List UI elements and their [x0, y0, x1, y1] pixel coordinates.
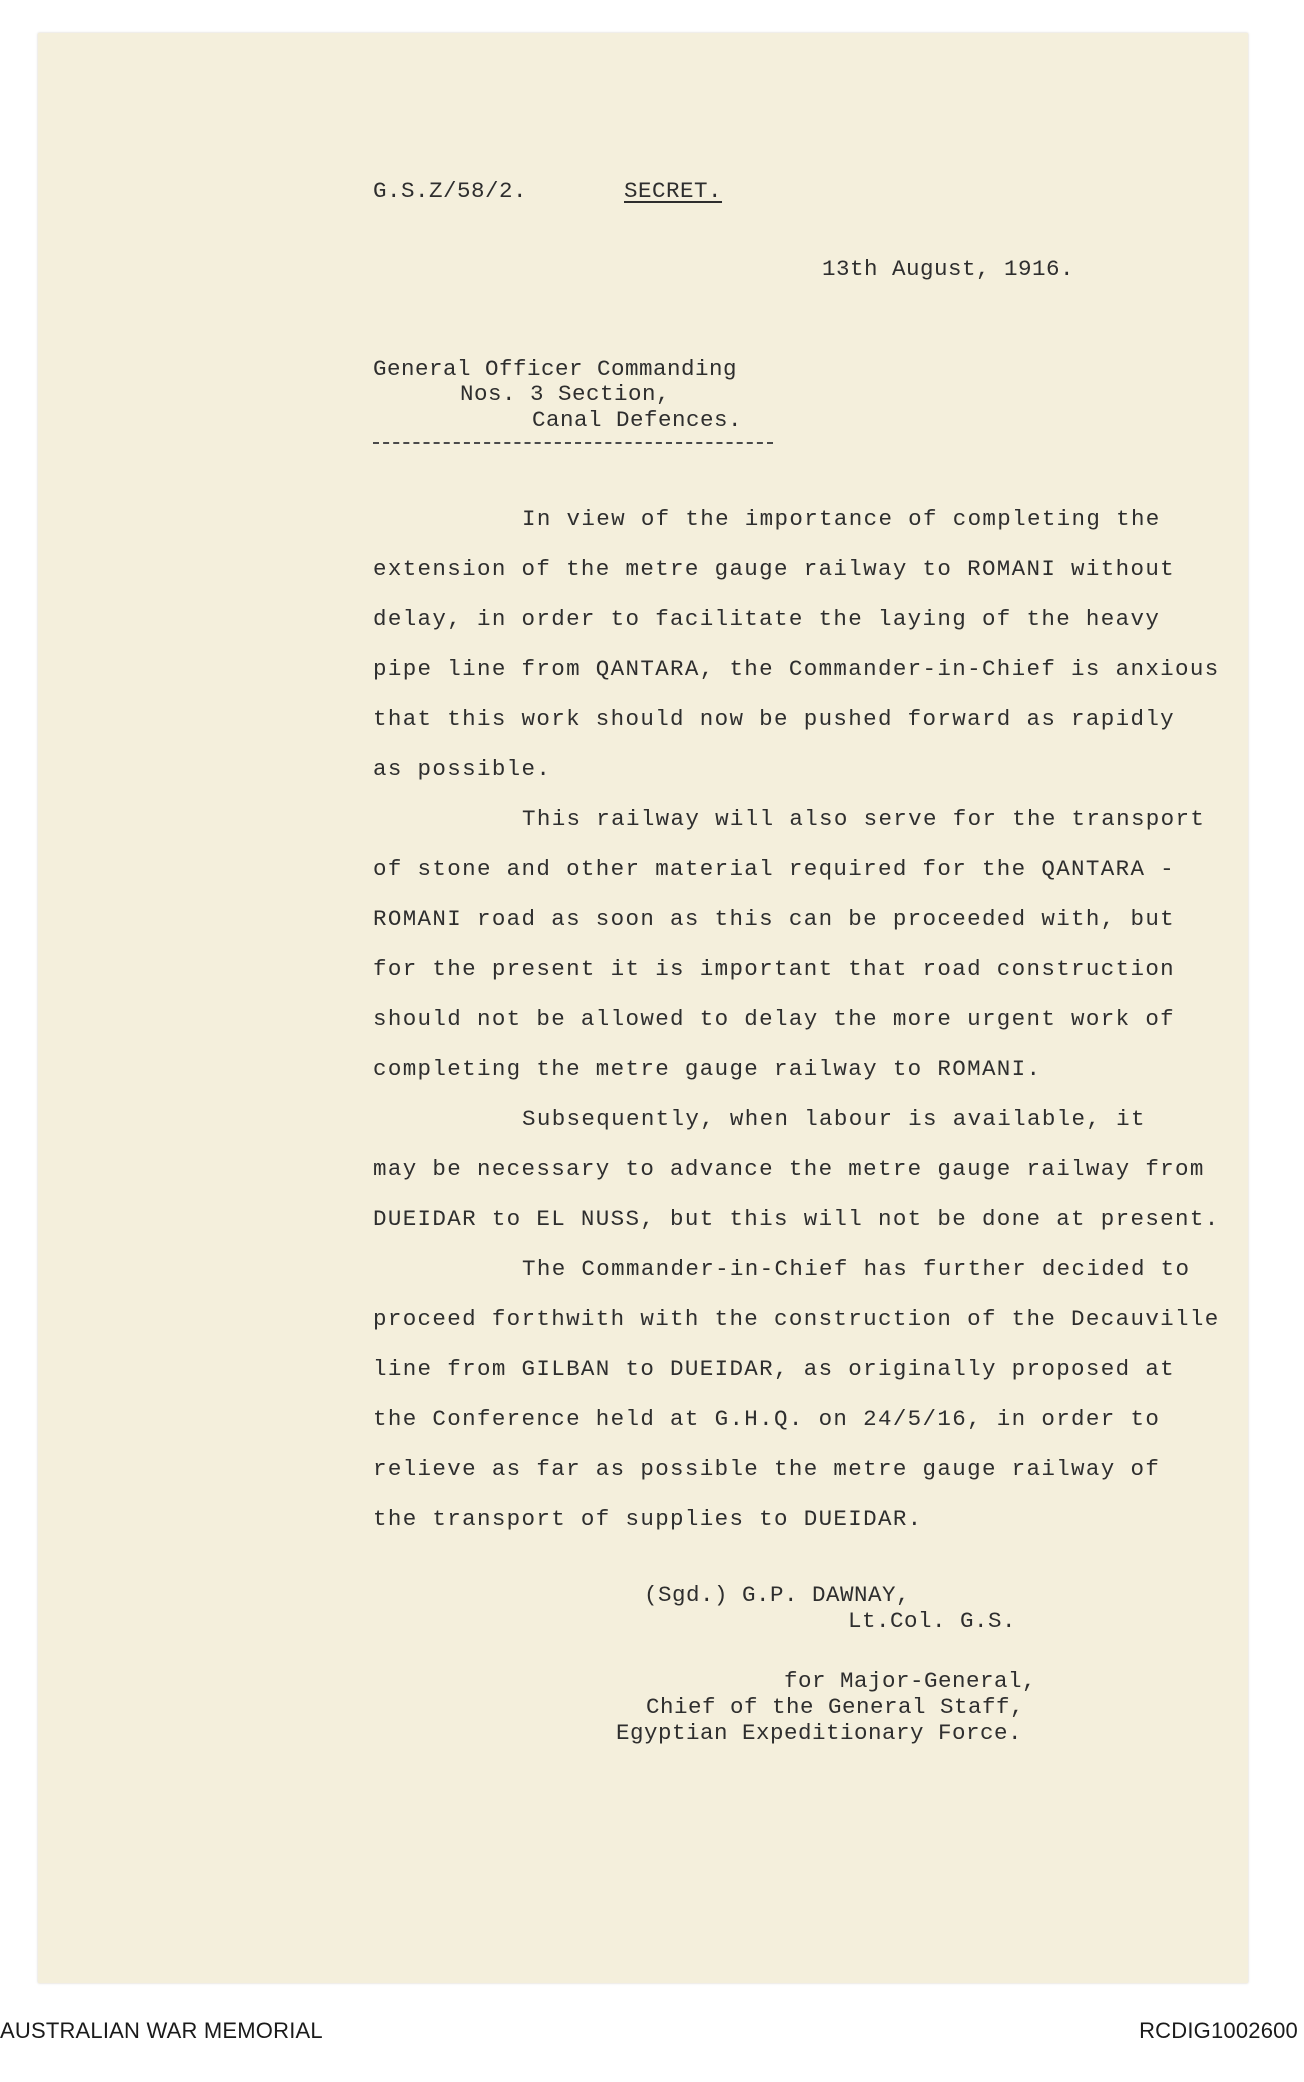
- body-line: that this work should now be pushed forward as rapidly: [373, 706, 1176, 732]
- body-line: extension of the metre gauge railway to ROMANI without: [373, 556, 1176, 582]
- footer-institution: AUSTRALIAN WAR MEMORIAL: [0, 2018, 323, 2043]
- letter-date: 13th August, 1916.: [822, 256, 1075, 282]
- signature-signed: (Sgd.) G.P. DAWNAY,: [644, 1582, 911, 1608]
- body-line: the Conference held at G.H.Q. on 24/5/16, in order to: [373, 1406, 1161, 1432]
- addressee-line: Canal Defences.: [532, 407, 743, 433]
- reference-number: G.S.Z/58/2.: [373, 178, 528, 204]
- footer-record-id: RCDIG1002600: [1139, 2018, 1298, 2043]
- body-line: as possible.: [373, 756, 552, 782]
- body-line: pipe line from QANTARA, the Commander-in-Chief is anxious: [373, 656, 1220, 682]
- body-line: Subsequently, when labour is available, it: [522, 1106, 1146, 1132]
- body-line: may be necessary to advance the metre gauge railway from: [373, 1156, 1205, 1182]
- signature-for-line: Chief of the General Staff,: [646, 1694, 1025, 1720]
- body-line: This railway will also serve for the transport: [522, 806, 1206, 832]
- classification-heading: SECRET.: [624, 178, 723, 204]
- body-line: ROMANI road as soon as this can be proceeded with, but: [373, 906, 1176, 932]
- body-line: delay, in order to facilitate the laying of the heavy: [373, 606, 1161, 632]
- body-line: proceed forthwith with the construction of the Decauville: [373, 1306, 1220, 1332]
- body-line: DUEIDAR to EL NUSS, but this will not be done at present.: [373, 1206, 1220, 1232]
- body-line: line from GILBAN to DUEIDAR, as originally proposed at: [373, 1356, 1176, 1382]
- signature-for-line: for Major-General,: [784, 1668, 1037, 1694]
- body-line: of stone and other material required for the QANTARA -: [373, 856, 1176, 882]
- addressee-divider: [373, 442, 773, 444]
- signature-for-line: Egyptian Expeditionary Force.: [616, 1720, 1023, 1746]
- body-line: should not be allowed to delay the more urgent work of: [373, 1006, 1176, 1032]
- body-line: In view of the importance of completing the: [522, 506, 1161, 532]
- body-line: for the present it is important that road construction: [373, 956, 1176, 982]
- addressee-line: Nos. 3 Section,: [460, 381, 671, 407]
- body-line: completing the metre gauge railway to ROMANI.: [373, 1056, 1042, 1082]
- body-line: relieve as far as possible the metre gauge railway of: [373, 1456, 1161, 1482]
- signature-rank: Lt.Col. G.S.: [848, 1608, 1017, 1634]
- body-line: The Commander-in-Chief has further decided to: [522, 1256, 1191, 1282]
- addressee-line: General Officer Commanding: [373, 356, 738, 382]
- body-line: the transport of supplies to DUEIDAR.: [373, 1506, 923, 1532]
